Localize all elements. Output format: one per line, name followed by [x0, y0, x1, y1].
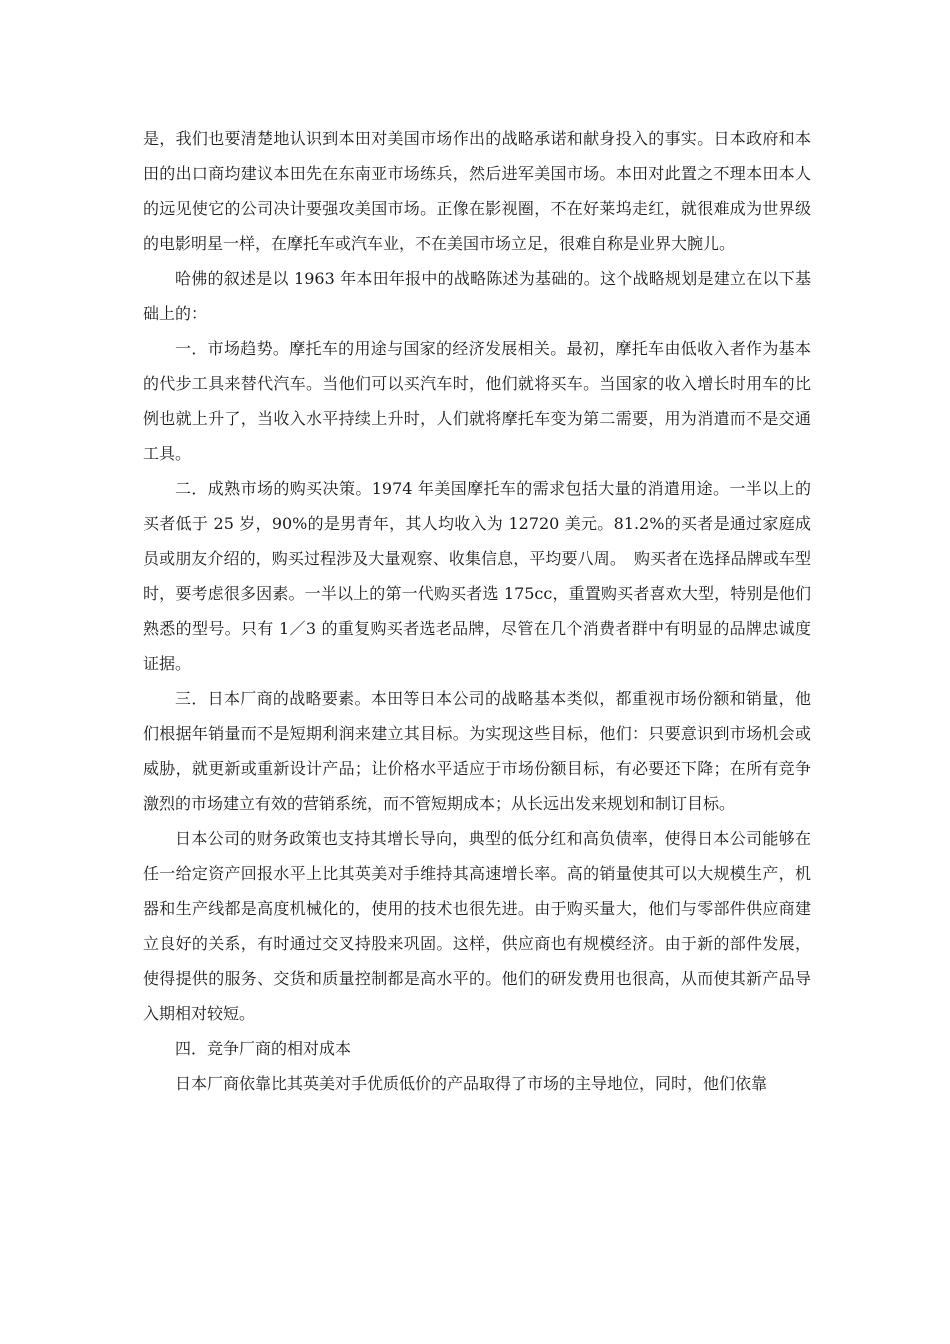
- document-body: [143, 121, 811, 1101]
- paragraph-2: 哈佛的叙述是以 1963 年本田年报中的战略陈述为基础的。这个战略规划是建立在以下基础上的：: [143, 269, 811, 323]
- paragraph-1: 是，我们也要清楚地认识到本田对美国市场作出的战略承诺和献身投入的事实。日本政府和本田的出口商均建议本田先在东南亚市场练兵，然后进军美国市场。本田对此置之不理本田本人的远见使它的公司决计要强攻美国市场。正像在影视圈，不在好莱坞走红，就很难成为世界级的电影明星一样，在摩托车或汽车业，不在美国市场立足，很难自称是业界大腕儿。: [143, 129, 811, 253]
- paragraph-5: 三．日本厂商的战略要素。本田等日本公司的战略基本类似，都重视市场份额和销量，他们根据年销量而不是短期利润来建立其目标。为实现这些目标，他们：只要意识到市场机会或威胁，就更新或重新设计产品；让价格水平适应于市场份额目标，有必要还下降；在所有竞争激烈的市场建立有效的营销系统，而不管短期成本；从长远出发来规划和制订目标。: [143, 689, 811, 813]
- paragraph-6: 日本公司的财务政策也支持其增长导向，典型的低分红和高负债率，使得日本公司能够在任一给定资产回报水平上比其英美对手维持其高速增长率。高的销量使其可以大规模生产，机器和生产线都是高度机械化的，使用的技术也很先进。由于购买量大，他们与零部件供应商建立良好的关系，有时通过交叉持股来巩固。这样，供应商也有规模经济。由于新的部件发展，使得提供的服务、交货和质量控制都是高水平的。他们的研发费用也很高，从而使其新产品导入期相对较短。: [143, 829, 811, 1023]
- paragraph-7: 四．竞争厂商的相对成本: [175, 1039, 352, 1058]
- paragraph-3: 一．市场趋势。摩托车的用途与国家的经济发展相关。最初，摩托车由低收入者作为基本的代步工具来替代汽车。当他们可以买汽车时，他们就将买车。当国家的收入增长时用车的比例也就上升了，当收入水平持续上升时，人们就将摩托车变为第二需要，用为消遣而不是交通工具。: [143, 339, 811, 463]
- paragraph-8: 日本厂商依靠比其英美对手优质低价的产品取得了市场的主导地位，同时，他们依靠: [175, 1074, 768, 1093]
- paragraph-4: 二．成熟市场的购买决策。1974 年美国摩托车的需求包括大量的消遣用途。一半以上的买者低于 25 岁，90%的是男青年，其人均收入为 12720 美元。81.2%的买者是通过家庭成员或朋友介绍的，购买过程涉及大量观察、收集信息，平均要八周。 购买者在选择品牌或车型时，要考虑很多因素。一半以上的第一代购买者选 175cc，重置购买者喜欢大型，特别是他们熟悉的型号。只有 1／3 的重复购买者选老品牌，尽管在几个消费者群中有明显的品牌忠诚度证据。: [143, 479, 811, 673]
